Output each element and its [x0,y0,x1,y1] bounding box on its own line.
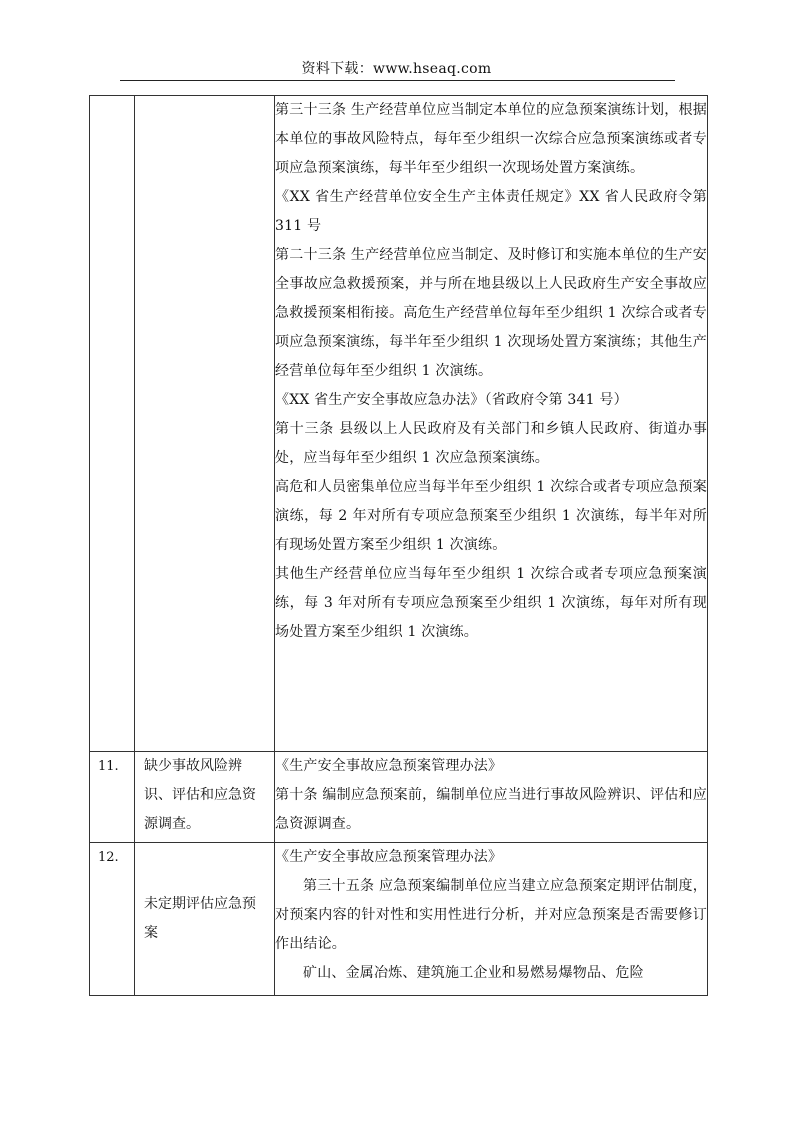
table-row [90,96,708,752]
regulation-source-title: 《XX 省生产安全事故应急办法》（省政府令第 341 号） [275,392,628,408]
row-number-cell: 12. [90,843,135,996]
regulation-paragraph: 第十条 编制应急预案前，编制单位应当进行事故风险辨识、评估和应急资源调查。 [275,787,707,832]
table-row [90,752,708,843]
regulation-cell [275,843,708,996]
regulation-paragraph: 第十三条 县级以上人民政府及有关部门和乡镇人民政府、街道办事处，应当每年至少组织 1 次应急预案演练。 [275,421,707,466]
regulation-paragraph: 第三十三条 生产经营单位应当制定本单位的应急预案演练计划，根据本单位的事故风险特点，每年至少组织一次综合应急预案演练或者专项应急预案演练，每半年至少组织一次现场处置方案演练。 [275,102,707,176]
table-row [90,843,708,996]
regulation-cell [275,96,708,752]
issue-cell: 缺少事故风险辨识、评估和应急资源调查。 [135,752,275,843]
regulation-source-title: 《生产安全事故应急预案管理办法》 [275,758,503,774]
page-header-text: 资料下载：www.hseaq.com [301,61,492,77]
regulation-paragraph: 第三十五条 应急预案编制单位应当建立应急预案定期评估制度，对预案内容的针对性和实用性进行分析，并对应急预案是否需要修订作出结论。 [275,878,707,952]
regulation-source-title: 《XX 省生产经营单位安全生产主体责任规定》XX 省人民政府令第 311 号 [275,189,707,234]
regulation-cell [275,752,708,843]
regulation-paragraph: 第二十三条 生产经营单位应当制定、及时修订和实施本单位的生产安全事故应急救援预案，并与所在地县级以上人民政府生产安全事故应急救援预案相衔接。高危生产经营单位每年至少组织 1 次综合或者专项应急预案演练，每半年至少组织 1 次现场处置方案演练；其他生产经营单位每年至少组织 1 次演练。 [275,247,707,379]
header-divider [120,80,675,81]
regulation-table [89,95,708,996]
regulation-paragraph: 矿山、金属冶炼、建筑施工企业和易燃易爆物品、危险 [303,965,644,981]
row-number-cell [90,96,135,752]
regulation-paragraph: 高危和人员密集单位应当每半年至少组织 1 次综合或者专项应急预案演练，每 2 年对所有专项应急预案至少组织 1 次演练，每半年对所有现场处置方案至少组织 1 次演练。 [275,479,707,553]
issue-cell [135,96,275,752]
issue-cell: 未定期评估应急预案 [135,843,275,996]
regulation-paragraph: 其他生产经营单位应当每年至少组织 1 次综合或者专项应急预案演练，每 3 年对所有专项应急预案至少组织 1 次演练，每年对所有现场处置方案至少组织 1 次演练。 [275,566,707,640]
row-number-cell: 11. [90,752,135,843]
regulation-source-title: 《生产安全事故应急预案管理办法》 [275,849,503,865]
